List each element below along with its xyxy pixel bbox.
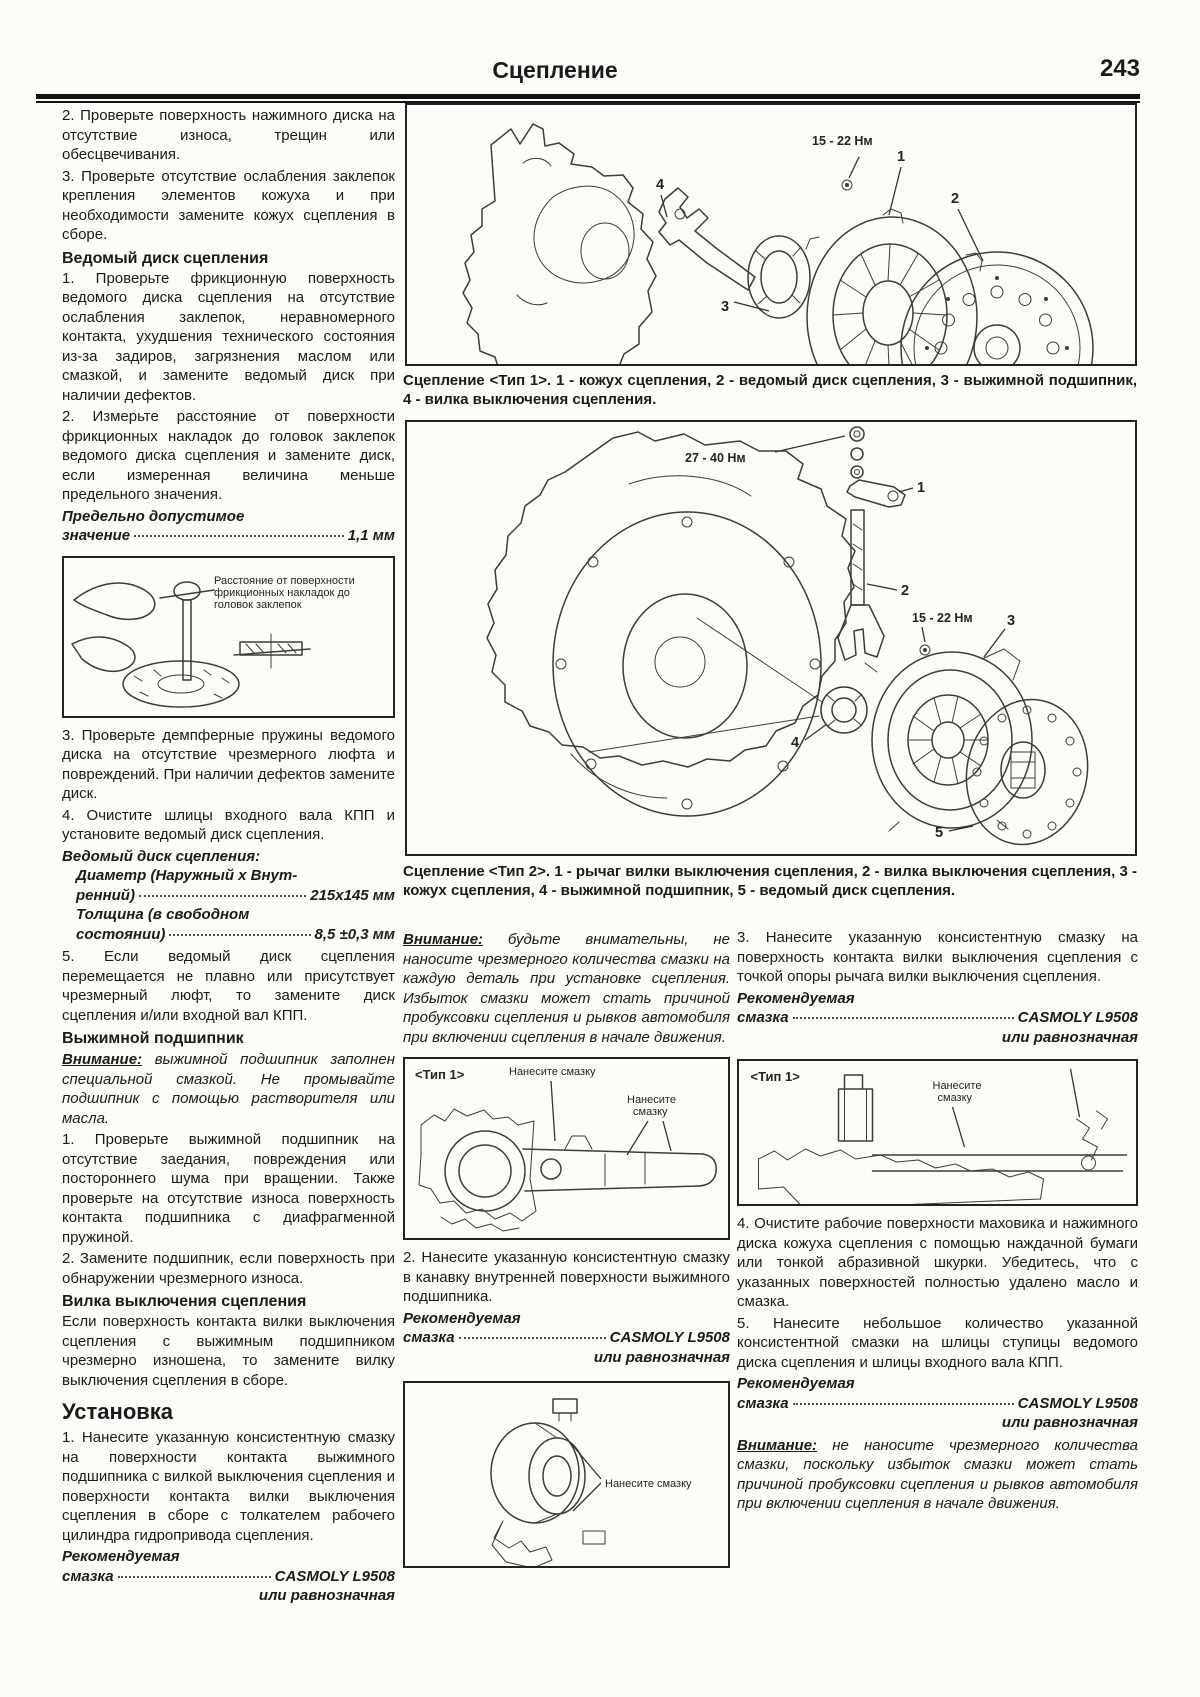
housing-sketch (759, 1149, 1044, 1204)
part-label-5: 5 (935, 825, 944, 841)
spec-label: значение (62, 527, 131, 544)
spec-label: Рекомендуемая (737, 1375, 855, 1392)
warning-text: будьте внимательны, не наносите чрезмерного количества смазки на каждую деталь при установке сцепления. Избыток смазки может стать причиной пробуксовки сцепления и рывков автомобиля при включении сцепления в начале движения. (403, 931, 730, 1046)
page-number: 243 (1099, 55, 1140, 82)
spec-recommended-grease (737, 1374, 1138, 1433)
release-bearing (491, 1423, 579, 1523)
clutch-cover (872, 652, 1032, 828)
header-rule (36, 94, 1140, 99)
grease-annotation: Нанесите смазку (605, 1478, 692, 1490)
warning-lead: Внимание: (403, 931, 484, 948)
spec-value: CASMOLY L9508 (609, 1329, 730, 1346)
spec-label: смазка (737, 1394, 789, 1412)
spec-label: Рекомендуемая (62, 1548, 180, 1565)
fork-grease-drawing (405, 1059, 728, 1238)
section-heading-installation: Установка (62, 1399, 174, 1424)
figure-annotation: головок заклепок (214, 598, 302, 611)
spec-value: или равнозначная (258, 1587, 395, 1604)
spec-label: смазка (403, 1329, 455, 1346)
paragraph: 4. Очистите рабочие поверхности маховика и нажимного диска кожуха сцепления с помощью наждачной бумаги или тонкой абразивной шкурки. Убедитесь, что с указанных поверхностей полностью удалено масло и смазка. (737, 1215, 1138, 1310)
bell-housing (463, 124, 656, 364)
paragraph: 3. Нанесите указанную консистентную смазку на поверхность контакта вилки выключения сцепления с точкой опоры рычага вилки выключения сцепления. (737, 929, 1138, 985)
grease-annotation: Нанесите (627, 1094, 676, 1106)
grease-annotation: смазку (937, 1092, 973, 1104)
figure-clutch-type2 (405, 420, 1137, 856)
gauge-knob (174, 582, 200, 600)
warning-note (737, 1436, 1138, 1514)
part-label-4: 4 (656, 177, 665, 193)
spec-label: Рекомендуемая (403, 1309, 521, 1327)
transmission-case (487, 432, 855, 767)
spec-value: или равнозначная (593, 1348, 730, 1366)
bearing-bracket (492, 1521, 552, 1566)
grease-annotation: смазку (633, 1106, 668, 1118)
paragraph: 4. Очистите шлицы входного вала КПП и установите ведомый диск сцепления. (62, 806, 395, 843)
section-heading-release-bearing: Выжимной подшипник (62, 1030, 244, 1047)
bearing-grease-drawing (405, 1383, 728, 1566)
left-column (62, 106, 395, 1609)
bearing-bore (445, 1131, 525, 1211)
spec-recommended-grease (62, 1547, 395, 1606)
figure-annotation: фрикционных накладок до (214, 586, 350, 599)
part-label-2: 2 (951, 191, 960, 207)
figure-annotation: Расстояние от поверхности (214, 574, 355, 587)
spec-value: или равнозначная (1001, 1028, 1138, 1046)
paragraph: 2. Нанесите указанную консистентную смазку в канавку внутренней поверхности выжимного подшипника. (403, 1249, 730, 1305)
spec-value: CASMOLY L9508 (1017, 1394, 1138, 1412)
part-label-1: 1 (917, 480, 926, 496)
warning-lead: Внимание: (737, 1436, 818, 1454)
fork-pivot-grease-drawing (739, 1061, 1136, 1204)
spec-label: Толщина (в свободном (76, 906, 250, 923)
figure-fork-grease-type1 (403, 1057, 730, 1240)
part-label-2: 2 (901, 583, 910, 599)
release-bearing (748, 236, 810, 318)
warning-note (403, 930, 730, 1047)
dotted-leader (139, 895, 306, 897)
dotted-leader (459, 1337, 606, 1339)
spec-value: или равнозначная (1001, 1414, 1138, 1431)
page-title: Сцепление (492, 57, 618, 83)
slave-cylinder (839, 1075, 873, 1141)
spec-value: 8,5 ±0,3 мм (314, 925, 395, 943)
middle-column (403, 928, 730, 1576)
paragraph: 3. Проверьте отсутствие ослабления заклепок крепления элементов кожуха и при необходимости замените кожух сцепления в сборе. (62, 167, 395, 243)
release-fork (659, 188, 755, 290)
figure-caption-type1: Сцепление <Тип 1>. 1 - кожух сцепления, 2 - ведомый диск сцепления, 3 - выжимной подшипник, 4 - вилка выключения сцепления. (403, 372, 1137, 409)
dotted-leader (793, 1403, 1014, 1405)
spec-value: 215х145 мм (310, 886, 395, 904)
pivot-hardware-stack (850, 427, 864, 478)
warning-lead: Внимание: (62, 1051, 143, 1068)
spec-label: Предельно допустимое (62, 507, 245, 525)
paragraph: 1. Проверьте фрикционную поверхность ведомого диска сцепления на отсутствие ослабления заклепок, неравномерного контакта, ухудшения технического состояния из-за задиров, загрязнения маслом или смазкой, и замените ведомый диск при наличии дефектов. (62, 269, 395, 404)
pushrod (873, 1155, 1127, 1171)
figure-bearing-grease (403, 1381, 730, 1568)
clutch-type2-drawing (407, 422, 1135, 854)
hand-sketch (72, 636, 135, 670)
dotted-leader (169, 934, 310, 936)
torque-label-top: 27 - 40 Нм (685, 451, 746, 465)
spec-label: состоянии) (76, 925, 166, 943)
disc-hub (974, 325, 1020, 364)
pressure-plate (807, 217, 977, 364)
fork-arm (523, 1149, 703, 1191)
spec-label: Рекомендуемая (737, 989, 855, 1007)
spec-value: CASMOLY L9508 (1017, 1009, 1138, 1026)
spec-disc-dimensions (62, 847, 395, 945)
type-label: <Тип 1> (415, 1067, 465, 1082)
figure-fork-pivot-grease-type1 (737, 1059, 1138, 1206)
spec-label: ренний) (76, 886, 135, 904)
hand-sketch (74, 583, 155, 619)
grease-annotation: Нанесите смазку (509, 1066, 596, 1078)
bearing-tab (553, 1399, 577, 1413)
torque-label-right: 15 - 22 Нм (912, 611, 973, 625)
grease-annotation: Нанесите (932, 1080, 982, 1092)
spec-value: CASMOLY L9508 (274, 1567, 395, 1585)
figure-caption-type2: Сцепление <Тип 2>. 1 - рычаг вилки выключения сцепления, 2 - вилка выключения сцепления, 3 - кожух сцепления, 4 - выжимной подшипник, 5 - ведомый диск сцепления. (403, 863, 1137, 900)
section-heading-driven-disc: Ведомый диск сцепления (62, 249, 269, 267)
clutch-disc (901, 252, 1093, 364)
paragraph: Если поверхность контакта вилки выключения сцепления с выжимным подшипником чрезмерно изношена, то замените вилку выключения сцепления в сборе. (62, 1313, 395, 1389)
figure-disc-measurement (62, 556, 395, 718)
dotted-leader (118, 1576, 271, 1578)
torque-label: 15 - 22 Нм (812, 134, 873, 148)
paragraph: 2. Измерьте расстояние от поверхности фрикционных накладок до головок заклепок ведомого диска сцепления и замените диск, если измеренная величина меньше предельного значения. (62, 408, 395, 503)
clutch-disc-sketch (123, 661, 239, 707)
return-spring (1077, 1111, 1108, 1160)
warning-text: выжимной подшипник заполнен специальной смазкой. Не промывайте подшипник с помощью растворителя или масла. (62, 1051, 395, 1127)
spec-recommended-grease (737, 989, 1138, 1048)
paragraph: 2. Замените подшипник, если поверхность при обнаружении чрезмерного износа. (62, 1250, 395, 1287)
disc-hub-splines (1001, 742, 1045, 798)
part-label-1: 1 (897, 149, 906, 165)
figure-clutch-type1 (405, 103, 1137, 366)
case-bolt-holes (556, 517, 820, 809)
paragraph: 1. Нанесите указанную консистентную смазку на поверхности контакта выжимного подшипника с вилкой выключения сцепления и поверхности контакта вилки выключения сцепления в сборе с толкателем рабочего цилиндра гидропривода сцепления. (62, 1429, 395, 1544)
paragraph: 3. Проверьте демпферные пружины ведомого диска на отсутствие чрезмерного люфта и повреждений. При наличии дефектов замените диск. (62, 726, 395, 802)
gauge-stem (183, 600, 191, 680)
depth-gauge (160, 590, 214, 598)
section-heading-release-fork: Вилка выключения сцепления (62, 1293, 307, 1310)
part-label-4: 4 (791, 735, 800, 751)
housing-sketch (419, 1109, 536, 1221)
right-column (737, 928, 1138, 1516)
spec-limit (62, 507, 395, 546)
paragraph: 5. Нанесите небольшое количество указанной консистентной смазки на шлицы ступицы ведомого диска сцепления и шлицы входного вала КПП. (737, 1314, 1138, 1371)
type-label: <Тип 1> (750, 1069, 800, 1084)
spec-label: смазка (62, 1567, 114, 1585)
fork-lever (847, 480, 905, 507)
paragraph: 5. Если ведомый диск сцепления перемещается не плавно или присутствует чрезмерный люфт, то замените диск сцепления и/или входной вал КПП. (62, 948, 395, 1024)
diaphragm-fingers (908, 696, 988, 784)
spec-label: смазка (737, 1009, 789, 1026)
paragraph: 2. Проверьте поверхность нажимного диска на отсутствие износа, трещин или обесцвечивания. (62, 107, 395, 163)
spec-recommended-grease (403, 1309, 730, 1368)
dotted-leader (793, 1017, 1014, 1019)
warning-note (62, 1050, 395, 1128)
part-label-3: 3 (721, 299, 730, 315)
spec-value: 1,1 мм (347, 527, 395, 544)
dotted-leader (134, 535, 344, 537)
spec-label: Диаметр (Наружный х Внут- (76, 867, 298, 884)
disc-measurement-drawing (64, 558, 393, 716)
clutch-type1-drawing (407, 105, 1135, 364)
paragraph: 1. Проверьте выжимной подшипник на отсутствие заедания, повреждения или постороннего шума при вращении. Также проверьте на отсутствие износа поверхность контакта подшипника с диафрагменной пружиной. (62, 1131, 395, 1246)
spec-title: Ведомый диск сцепления: (62, 847, 261, 865)
warning-text: не наносите чрезмерного количества смазки, поскольку избыток смазки может стать причиной пробуксовки сцепления и рывков автомобиля при включении сцепления в начале движения. (737, 1436, 1138, 1512)
part-label-3: 3 (1007, 613, 1016, 629)
